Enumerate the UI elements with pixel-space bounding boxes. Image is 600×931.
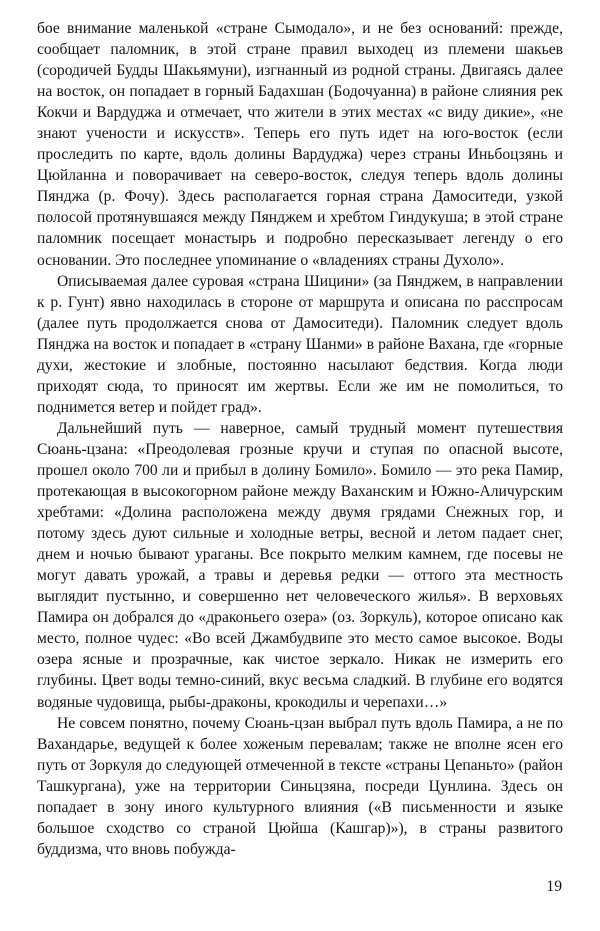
- page-number: 19: [546, 878, 562, 895]
- paragraph: Не совсем понятно, почему Сюань-цзан выбрал путь вдоль Памира, а не по Вахандарье, ведущей к более хоженым перевалам; также не вполне ясен его путь от Зоркуля до следующей отмеченной в тексте «страны Цепаньто» (район Ташкургана), уже на территории Синьцзяна, посреди Цунлина. Здесь он попадает в зону иного культурного влияния («В письменности и языке большое сходство со страной Цюйша (Кашгар)»), в страны развитого буддизма, что вновь побужда-: [37, 714, 563, 858]
- paragraph: бое внимание маленькой «стране Сымодало», и не без оснований: прежде, сообщает паломник, в этой стране правил выходец из племени шакьев (сородичей Будды Шакьямуни), изгнанный из родной страны. Двигаясь далее на восток, он попадает в горный Бадахшан (Бодочуанна) в районе слияния рек Кокчи и Вардуджа и отмечает, что жители в этих местах «с виду дикие», «не знают учености и искусств». Теперь его путь идет на юго-восток (если проследить по карте, вдоль долины Вардуджа) через страны Иньбоцзянь и Цюйланна и поворачивает на северо-восток, следуя теперь вдоль долины Пянджа (р. Фочу). Здесь располагается горная страна Дамоситеди, узкой полосой протянувшаяся между Пянджем и хребтом Гиндукуша; в этой стране паломник посещает монастырь и подробно пересказывает легенду о его основании. Это последнее упоминание о «владениях страны Духоло».: [37, 20, 563, 269]
- paragraph: Дальнейший путь — наверное, самый трудный момент путешествия Сюань-цзана: «Преодолевая грозные кручи и ступая по опасной высоте, прошел около 700 ли и прибыл в долину Бомило». Бомило — это река Памир, протекающая в высокогорном районе между Ваханским и Южно-Аличурским хребтами: «Долина расположена между двумя грядами Снежных гор, и потому здесь дуют сильные и холодные ветры, весной и летом падает снег, днем и ночью бывают ураганы. Все покрыто мелким камнем, где посевы не могут давать урожай, а травы и деревья редки — оттого эта местность выглядит пустынно, и совершенно нет человеческого жилья». В верховьях Памира он добрался до «драконьего озера» (оз. Зоркуль), которое описано как место, полное чудес: «Во всей Джамбудвипе это место самое высокое. Воды озера ясные и прозрачные, как чистое зеркало. Никак не измерить его глубины. Цвет воды темно-синий, вкус весьма сладкий. В глубине его водятся водяные чудовища, рыбы-драконы, крокодилы и черепахи…»: [37, 419, 563, 711]
- paragraph: Описываемая далее суровая «страна Шицини» (за Пянджем, в направлении к р. Гунт) явно находилась в стороне от маршрута и описана по расспросам (далее путь продолжается снова от Дамоситеди). Паломник следует вдоль Пянджа на восток и попадает в «страну Шанми» в районе Вахана, где «горные духи, жестокие и злобные, постоянно насылают бедствия. Когда люди приходят сюда, то приносят им жертвы. Если же им не помолиться, то поднимется ветер и пойдет град».: [37, 272, 563, 416]
